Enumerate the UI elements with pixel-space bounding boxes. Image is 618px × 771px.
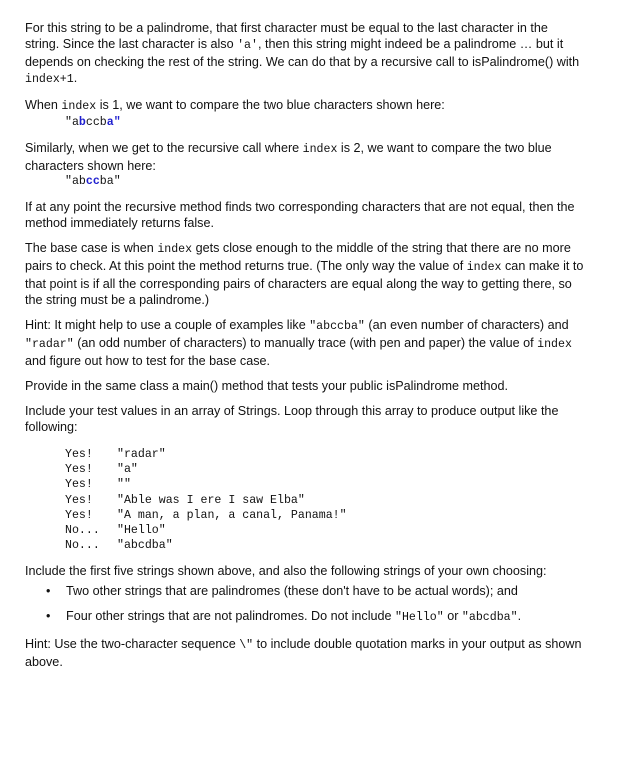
sample-output [65, 447, 585, 553]
highlighted-char: b [78, 116, 86, 129]
inline-code: index [302, 143, 338, 156]
inline-code: "abcdba" [461, 611, 518, 625]
inline-code: "Hello" [395, 611, 444, 625]
inline-code: index [466, 261, 502, 274]
list-item: • Two other strings that are palindromes (these don't have to be actual words); and [46, 584, 518, 599]
inline-code: \" [239, 639, 254, 653]
paragraph-index-two: Similarly, when we get to the recursive call where index is 2, we want to compare the two blue characters shown here: [25, 141, 552, 173]
paragraph-index-one: When index is 1, we want to compare the two blue characters shown here: [25, 98, 445, 113]
bullet-icon: • [46, 609, 51, 624]
inline-code: "radar" [25, 338, 74, 351]
list-item: • Four other strings that are not palindromes. Do not include "Hello" or "abcdba". [46, 609, 522, 625]
inline-code: index [537, 338, 572, 351]
requirements-list [25, 583, 585, 626]
highlighted-char: a" [106, 116, 121, 129]
paragraph-test-values: Include your test values in an array of Strings. Loop through this array to produce output like the following: [25, 404, 559, 434]
highlighted-chars: cc [85, 175, 100, 188]
paragraph-main-method: Provide in the same class a main() method that tests your public isPalindrome method. [25, 379, 508, 393]
output-row: Yes! "A man, a plan, a canal, Panama!" [65, 508, 347, 522]
output-row: Yes! "radar" [65, 448, 166, 461]
example-string-index-two: "abccba" [65, 175, 121, 188]
paragraph-hint-quotes: Hint: Use the two-character sequence \" to include double quotation marks in your output as shown above. [25, 637, 582, 670]
paragraph-hint-trace: Hint: It might help to use a couple of examples like "abccba" (an even number of characters) and "radar" (an odd number of characters) to manually trace (with pen and paper) the value of index and figure out how to test for the base case. [25, 318, 572, 368]
output-row: No... "Hello" [65, 524, 166, 538]
inline-code: index+1 [25, 73, 74, 86]
paragraph-recursion-intro: For this string to be a palindrome, that first character must be equal to the last character in the string. Since the last character is also 'a', then this string might indeed be a palindrome … but it depends on checking the rest of the string. We can do that by a recursive call to isPalindrome() with index+1. [25, 21, 580, 86]
inline-code: index [61, 100, 97, 113]
paragraph-own-strings: Include the first five strings shown above, and also the following strings of your own choosing: [25, 564, 547, 579]
inline-code: index [157, 243, 193, 256]
output-row: Yes! "Able was I ere I saw Elba" [65, 493, 305, 507]
output-row: No... "abcdba" [65, 539, 173, 553]
output-row: Yes! "a" [65, 463, 138, 477]
bullet-icon: • [46, 584, 51, 599]
paragraph-base-case: The base case is when index gets close enough to the middle of the string that there are no more pairs to check. At this point the method returns true. (The only way the value of index can make it to that point is if all the corresponding pairs of characters are equal along the way to getting there, so the string must be a palindrome.) [25, 241, 584, 307]
inline-code: "abccba" [309, 320, 365, 333]
paragraph-returns-false: If at any point the recursive method finds two corresponding characters that are not equal, then the method immediately returns false. [25, 200, 575, 230]
output-row: Yes! "" [65, 478, 131, 492]
example-string-index-one: "abccba" [65, 116, 121, 129]
inline-code: 'a' [237, 39, 258, 52]
document-page [25, 20, 585, 679]
